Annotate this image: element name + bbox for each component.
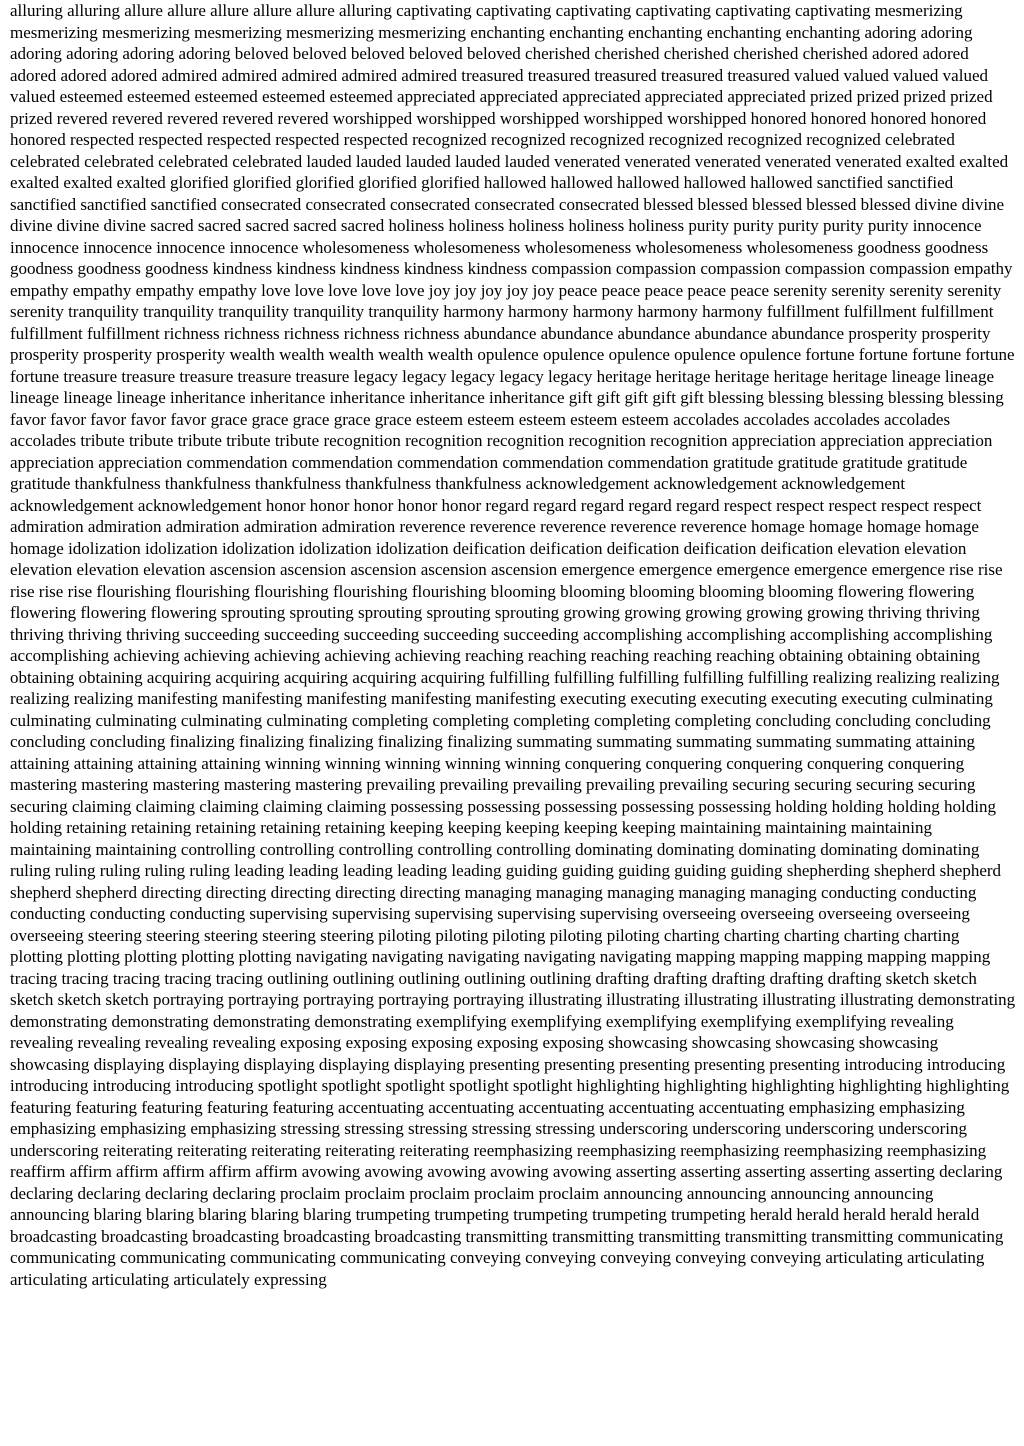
document-body-text: alluring alluring allure allure allure allure allure alluring captivating captivating captivating captivating captivating captivating mesmerizing mesmerizing mesmerizing mesmerizing mesmerizing mesmerizing enchanting enchanting enchanting enchanting enchanting adoring adoring adoring adoring adoring adoring beloved beloved beloved beloved beloved cherished cherished cherished cherished cherished adored adored adored adored adored admired admired admired admired admired treasured treasured treasured treasured treasured valued valued valued valued valued esteemed esteemed esteemed esteemed esteemed appreciated appreciated appreciated appreciated appreciated prized prized prized prized prized revered revered revered revered revered worshipped worshipped worshipped worshipped worshipped honored honored honored honored honored respected respected respected respected respected recognized recognized recognized recognized recognized recognized celebrated celebrated celebrated celebrated celebrated lauded lauded lauded lauded lauded venerated venerated venerated venerated venerated exalted exalted exalted exalted exalted glorified glorified glorified glorified glorified hallowed hallowed hallowed hallowed hallowed sanctified sanctified sanctified sanctified sanctified consecrated consecrated consecrated consecrated consecrated blessed blessed blessed blessed blessed divine divine divine divine divine sacred sacred sacred sacred sacred holiness holiness holiness holiness holiness purity purity purity purity purity innocence innocence innocence innocence innocence wholesomeness wholesomeness wholesomeness wholesomeness wholesomeness goodness goodness goodness goodness goodness kindness kindness kindness kindness kindness compassion compassion compassion compassion compassion empathy empathy empathy empathy empathy love love love love love joy joy joy joy joy peace peace peace peace peace serenity serenity serenity serenity serenity tranquility tranquility tranquility tranquility tranquility harmony harmony harmony harmony harmony fulfillment fulfillment fulfillment fulfillment fulfillment richness richness richness richness richness abundance abundance abundance abundance abundance prosperity prosperity prosperity prosperity prosperity wealth wealth wealth wealth wealth opulence opulence opulence opulence opulence fortune fortune fortune fortune fortune treasure treasure treasure treasure treasure legacy legacy legacy legacy legacy heritage heritage heritage heritage heritage lineage lineage lineage lineage lineage inheritance inheritance inheritance inheritance inheritance gift gift gift gift gift blessing blessing blessing blessing blessing favor favor favor favor favor grace grace grace grace grace esteem esteem esteem esteem esteem accolades accolades accolades accolades accolades tribute tribute tribute tribute tribute recognition recognition recognition recognition recognition appreciation appreciation appreciation appreciation appreciation commendation commendation commendation commendation commendation gratitude gratitude gratitude gratitude gratitude thankfulness thankfulness thankfulness thankfulness thankfulness acknowledgement acknowledgement acknowledgement acknowledgement acknowledgement honor honor honor honor honor regard regard regard regard regard respect respect respect respect respect admiration admiration admiration admiration admiration reverence reverence reverence reverence reverence homage homage homage homage homage idolization idolization idolization idolization idolization deification deification deification deification deification elevation elevation elevation elevation elevation ascension ascension ascension ascension ascension emergence emergence emergence emergence emergence rise rise rise rise rise flourishing flourishing flourishing flourishing flourishing blooming blooming blooming blooming blooming flowering flowering flowering flowering flowering sprouting sprouting sprouting sprouting sprouting growing growing growing growing growing thriving thriving thriving thriving thriving succeeding succeeding succeeding succeeding succeeding accomplishing accomplishing accomplishing accomplishing accomplishing achieving achieving achieving achieving achieving reaching reaching reaching reaching reaching obtaining obtaining obtaining obtaining obtaining acquiring acquiring acquiring acquiring acquiring fulfilling fulfilling fulfilling fulfilling fulfilling realizing realizing realizing realizing realizing manifesting manifesting manifesting manifesting manifesting executing executing executing executing executing culminating culminating culminating culminating culminating completing completing completing completing completing concluding concluding concluding concluding concluding finalizing finalizing finalizing finalizing finalizing summating summating summating summating summating attaining attaining attaining attaining attaining winning winning winning winning winning conquering conquering conquering conquering conquering mastering mastering mastering mastering mastering prevailing prevailing prevailing prevailing prevailing securing securing securing securing securing claiming claiming claiming claiming claiming possessing possessing possessing possessing possessing holding holding holding holding holding retaining retaining retaining retaining retaining keeping keeping keeping keeping keeping maintaining maintaining maintaining maintaining maintaining controlling controlling controlling controlling controlling dominating dominating dominating dominating dominating ruling ruling ruling ruling ruling leading leading leading leading leading guiding guiding guiding guiding guiding shepherding shepherd shepherd shepherd shepherd directing directing directing directing directing managing managing managing managing managing conducting conducting conducting conducting conducting supervising supervising supervising supervising supervising overseeing overseeing overseeing overseeing overseeing steering steering steering steering steering piloting piloting piloting piloting piloting charting charting charting charting charting plotting plotting plotting plotting plotting navigating navigating navigating navigating navigating mapping mapping mapping mapping mapping tracing tracing tracing tracing tracing outlining outlining outlining outlining outlining drafting drafting drafting drafting drafting sketch sketch sketch sketch sketch portraying portraying portraying portraying portraying illustrating illustrating illustrating illustrating illustrating demonstrating demonstrating demonstrating demonstrating demonstrating exemplifying exemplifying exemplifying exemplifying exemplifying revealing revealing revealing revealing revealing exposing exposing exposing exposing exposing showcasing showcasing showcasing showcasing showcasing displaying displaying displaying displaying displaying presenting presenting presenting presenting presenting introducing introducing introducing introducing introducing spotlight spotlight spotlight spotlight spotlight highlighting highlighting highlighting highlighting highlighting featuring featuring featuring featuring featuring accentuating accentuating accentuating accentuating accentuating emphasizing emphasizing emphasizing emphasizing emphasizing stressing stressing stressing stressing stressing underscoring underscoring underscoring underscoring underscoring reiterating reiterating reiterating reiterating reiterating reemphasizing reemphasizing reemphasizing reemphasizing reemphasizing reaffirm affirm affirm affirm affirm affirm avowing avowing avowing avowing avowing asserting asserting asserting asserting asserting declaring declaring declaring declaring declaring proclaim proclaim proclaim proclaim proclaim announcing announcing announcing announcing announcing blaring blaring blaring blaring blaring trumpeting trumpeting trumpeting trumpeting trumpeting herald herald herald herald herald broadcasting broadcasting broadcasting broadcasting broadcasting transmitting transmitting transmitting transmitting transmitting communicating communicating communicating communicating communicating conveying conveying conveying conveying conveying articulating articulating articulating articulating articulately expressing bbox=[10, 1, 1016, 1289]
